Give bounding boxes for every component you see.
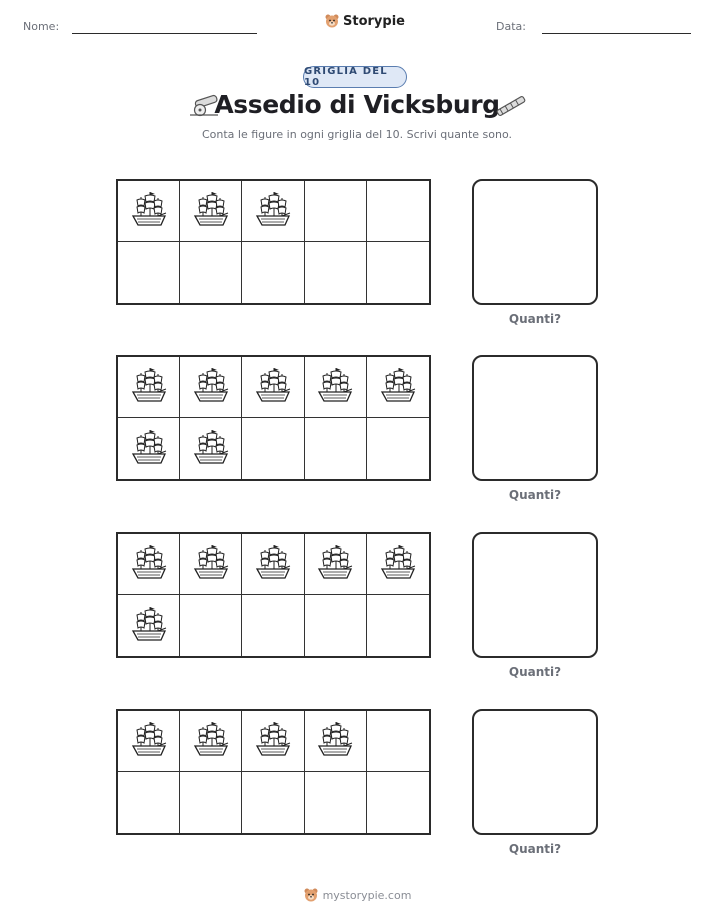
ship-icon bbox=[192, 719, 230, 763]
ten-frame-cell bbox=[180, 242, 242, 303]
instructions: Conta le figure in ogni griglia del 10. Scrivi quante sono. bbox=[201, 128, 512, 141]
ship-icon bbox=[130, 427, 168, 471]
ship-icon bbox=[316, 365, 354, 409]
ten-frame-cell bbox=[305, 242, 367, 303]
answer-box-2[interactable] bbox=[472, 355, 598, 481]
ten-frame-cell bbox=[180, 595, 242, 656]
ten-frame-1 bbox=[116, 179, 431, 305]
ship-icon bbox=[130, 604, 168, 648]
brand-name: Storypie bbox=[343, 13, 405, 29]
ship-icon bbox=[254, 189, 292, 233]
answer-label: Quanti? bbox=[508, 488, 562, 502]
ten-frame-cell bbox=[367, 418, 429, 479]
ten-frame-cell bbox=[242, 357, 304, 418]
ten-frame-cell bbox=[305, 534, 367, 595]
ten-frame-cell bbox=[367, 181, 429, 242]
ten-frame-cell bbox=[118, 772, 180, 833]
answer-label: Quanti? bbox=[508, 842, 562, 856]
date-line[interactable] bbox=[542, 33, 691, 34]
answer-label: Quanti? bbox=[508, 312, 562, 326]
ten-frame-cell bbox=[180, 534, 242, 595]
ship-icon bbox=[379, 542, 417, 586]
ship-icon bbox=[130, 719, 168, 763]
ship-icon bbox=[192, 189, 230, 233]
ten-frame-2 bbox=[116, 355, 431, 481]
ten-frame-cell bbox=[367, 595, 429, 656]
worksheet-title: Assedio di Vicksburg bbox=[214, 90, 500, 119]
answer-box-3[interactable] bbox=[472, 532, 598, 658]
ten-frame-cell bbox=[367, 772, 429, 833]
ten-frame-cell bbox=[180, 418, 242, 479]
ten-frame-cell bbox=[242, 242, 304, 303]
worksheet-badge: GRIGLIA DEL 10 bbox=[303, 66, 407, 88]
ship-icon bbox=[379, 365, 417, 409]
brand-logo bbox=[324, 13, 405, 29]
ten-frame-cell bbox=[242, 711, 304, 772]
ten-frame-cell bbox=[180, 357, 242, 418]
ten-frame-cell bbox=[118, 242, 180, 303]
footer-website[interactable]: mystorypie.com bbox=[322, 888, 412, 902]
ten-frame-cell bbox=[118, 595, 180, 656]
ship-icon bbox=[254, 365, 292, 409]
ten-frame-cell bbox=[242, 418, 304, 479]
ten-frame-cell bbox=[305, 357, 367, 418]
ten-frame-cell bbox=[367, 357, 429, 418]
ten-frame-cell bbox=[305, 595, 367, 656]
answer-label: Quanti? bbox=[508, 665, 562, 679]
ten-frame-cell bbox=[180, 772, 242, 833]
ten-frame-cell bbox=[118, 534, 180, 595]
name-line[interactable] bbox=[72, 33, 257, 34]
answer-box-1[interactable] bbox=[472, 179, 598, 305]
ten-frame-cell bbox=[305, 181, 367, 242]
ten-frame-cell bbox=[367, 711, 429, 772]
ten-frame-cell bbox=[242, 534, 304, 595]
ten-frame-cell bbox=[367, 242, 429, 303]
ship-icon bbox=[316, 542, 354, 586]
ten-frame-cell bbox=[305, 772, 367, 833]
ship-icon bbox=[192, 542, 230, 586]
ship-icon bbox=[254, 542, 292, 586]
bear-logo-icon bbox=[303, 887, 319, 903]
ship-icon bbox=[130, 365, 168, 409]
footer bbox=[0, 887, 714, 903]
bear-logo-icon bbox=[324, 13, 340, 29]
ten-frame-cell bbox=[118, 711, 180, 772]
ten-frame-4 bbox=[116, 709, 431, 835]
ten-frame-cell bbox=[118, 418, 180, 479]
ten-frame-cell bbox=[367, 534, 429, 595]
ship-icon bbox=[316, 719, 354, 763]
ten-frame-cell bbox=[242, 772, 304, 833]
name-label: Nome: bbox=[23, 20, 60, 33]
ten-frame-cell bbox=[305, 711, 367, 772]
rifle-icon bbox=[494, 92, 528, 120]
ship-icon bbox=[130, 189, 168, 233]
ten-frame-cell bbox=[242, 181, 304, 242]
ship-icon bbox=[254, 719, 292, 763]
answer-box-4[interactable] bbox=[472, 709, 598, 835]
ship-icon bbox=[192, 365, 230, 409]
ten-frame-cell bbox=[180, 181, 242, 242]
ten-frame-cell bbox=[180, 711, 242, 772]
ten-frame-3 bbox=[116, 532, 431, 658]
ten-frame-cell bbox=[118, 181, 180, 242]
ship-icon bbox=[130, 542, 168, 586]
ship-icon bbox=[192, 427, 230, 471]
ten-frame-cell bbox=[305, 418, 367, 479]
date-label: Data: bbox=[496, 20, 526, 33]
ten-frame-cell bbox=[242, 595, 304, 656]
ten-frame-cell bbox=[118, 357, 180, 418]
